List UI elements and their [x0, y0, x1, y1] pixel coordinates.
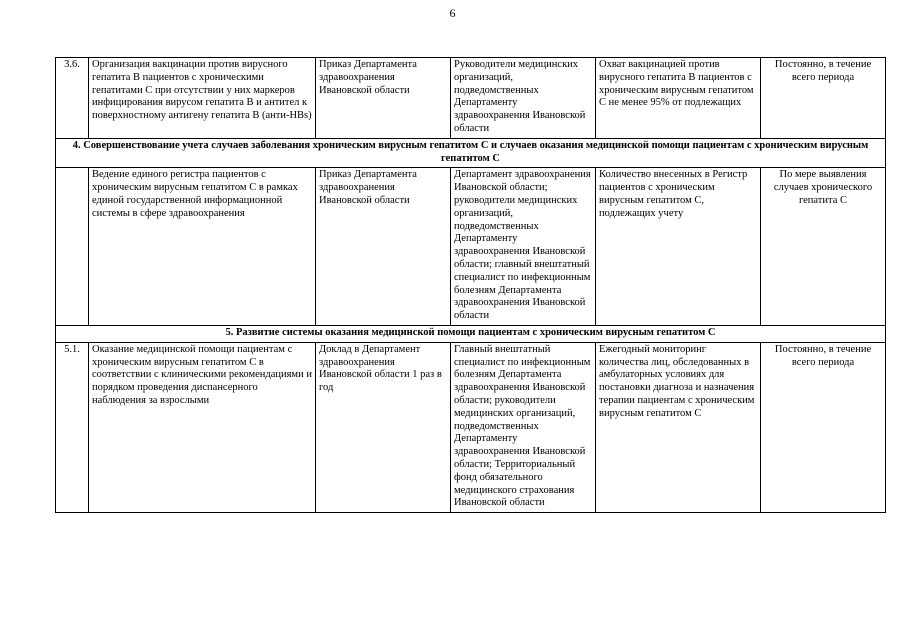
- section-header-row: [56, 138, 886, 168]
- table-row: [56, 168, 886, 326]
- section-4-header: 4. Совершенствование учета случаев заболевания хроническим вирусным гепатитом С и случаев оказания медицинской помощи пациентам с хроническим вирусным гепатитом С: [56, 138, 886, 168]
- row-number-cell: 3.6.: [56, 58, 89, 139]
- activity-cell: Организация вакцинации против вирусного гепатита В пациентов с хроническими гепатитами С при отсутствии у них маркеров инфицирования вирусом гепатита В и антител к поверхностному антигену гепатита В (анти-HBs): [89, 58, 316, 139]
- section-header-row: [56, 325, 886, 342]
- activity-cell: Ведение единого регистра пациентов с хроническим вирусным гепатитом С в рамках единой государственной информационной системы в сфере здравоохранения: [89, 168, 316, 326]
- table-row: [56, 342, 886, 512]
- row-number-cell: 5.1.: [56, 342, 89, 512]
- document-cell: Приказ Департамента здравоохранения Ивановской области: [316, 58, 451, 139]
- plan-table: [55, 57, 886, 513]
- row-number-cell: [56, 168, 89, 326]
- table-row: [56, 58, 886, 139]
- activity-cell: Оказание медицинской помощи пациентам с хроническим вирусным гепатитом С в соответствии с клиническими рекомендациями и порядком проведения диспансерного наблюдения за взрослыми: [89, 342, 316, 512]
- result-cell: Ежегодный мониторинг количества лиц, обследованных в амбулаторных условиях для постановки диагноза и назначения терапии пациентам с хроническим вирусным гепатитом С: [596, 342, 761, 512]
- document-cell: Доклад в Департамент здравоохранения Ивановской области 1 раз в год: [316, 342, 451, 512]
- period-cell: По мере выявления случаев хронического гепатита С: [761, 168, 886, 326]
- page-number: 6: [449, 6, 456, 20]
- document-cell: Приказ Департамента здравоохранения Ивановской области: [316, 168, 451, 326]
- responsible-cell: Департамент здравоохранения Ивановской области; руководители медицинских организаций, подведомственных Департаменту здравоохранения Ивановской области; главный внештатный специалист по инфекционным болезням Департамента здравоохранения Ивановской области: [451, 168, 596, 326]
- responsible-cell: Руководители медицинских организаций, подведомственных Департаменту здравоохранения Ивановской области: [451, 58, 596, 139]
- result-cell: Количество внесенных в Регистр пациентов с хроническим вирусным гепатитом С, подлежащих учету: [596, 168, 761, 326]
- section-5-header: 5. Развитие системы оказания медицинской помощи пациентам с хроническим вирусным гепатитом С: [56, 325, 886, 342]
- responsible-cell: Главный внештатный специалист по инфекционным болезням Департамента здравоохранения Ивановской области; руководители медицинских организаций, подведомственных Департаменту здравоохранения Ивановской области; Территориальный фонд обязательного медицинского страхования Ивановской области: [451, 342, 596, 512]
- result-cell: Охват вакцинацией против вирусного гепатита В пациентов с хроническим вирусным гепатитом С не менее 95% от подлежащих: [596, 58, 761, 139]
- period-cell: Постоянно, в течение всего периода: [761, 342, 886, 512]
- period-cell: Постоянно, в течение всего периода: [761, 58, 886, 139]
